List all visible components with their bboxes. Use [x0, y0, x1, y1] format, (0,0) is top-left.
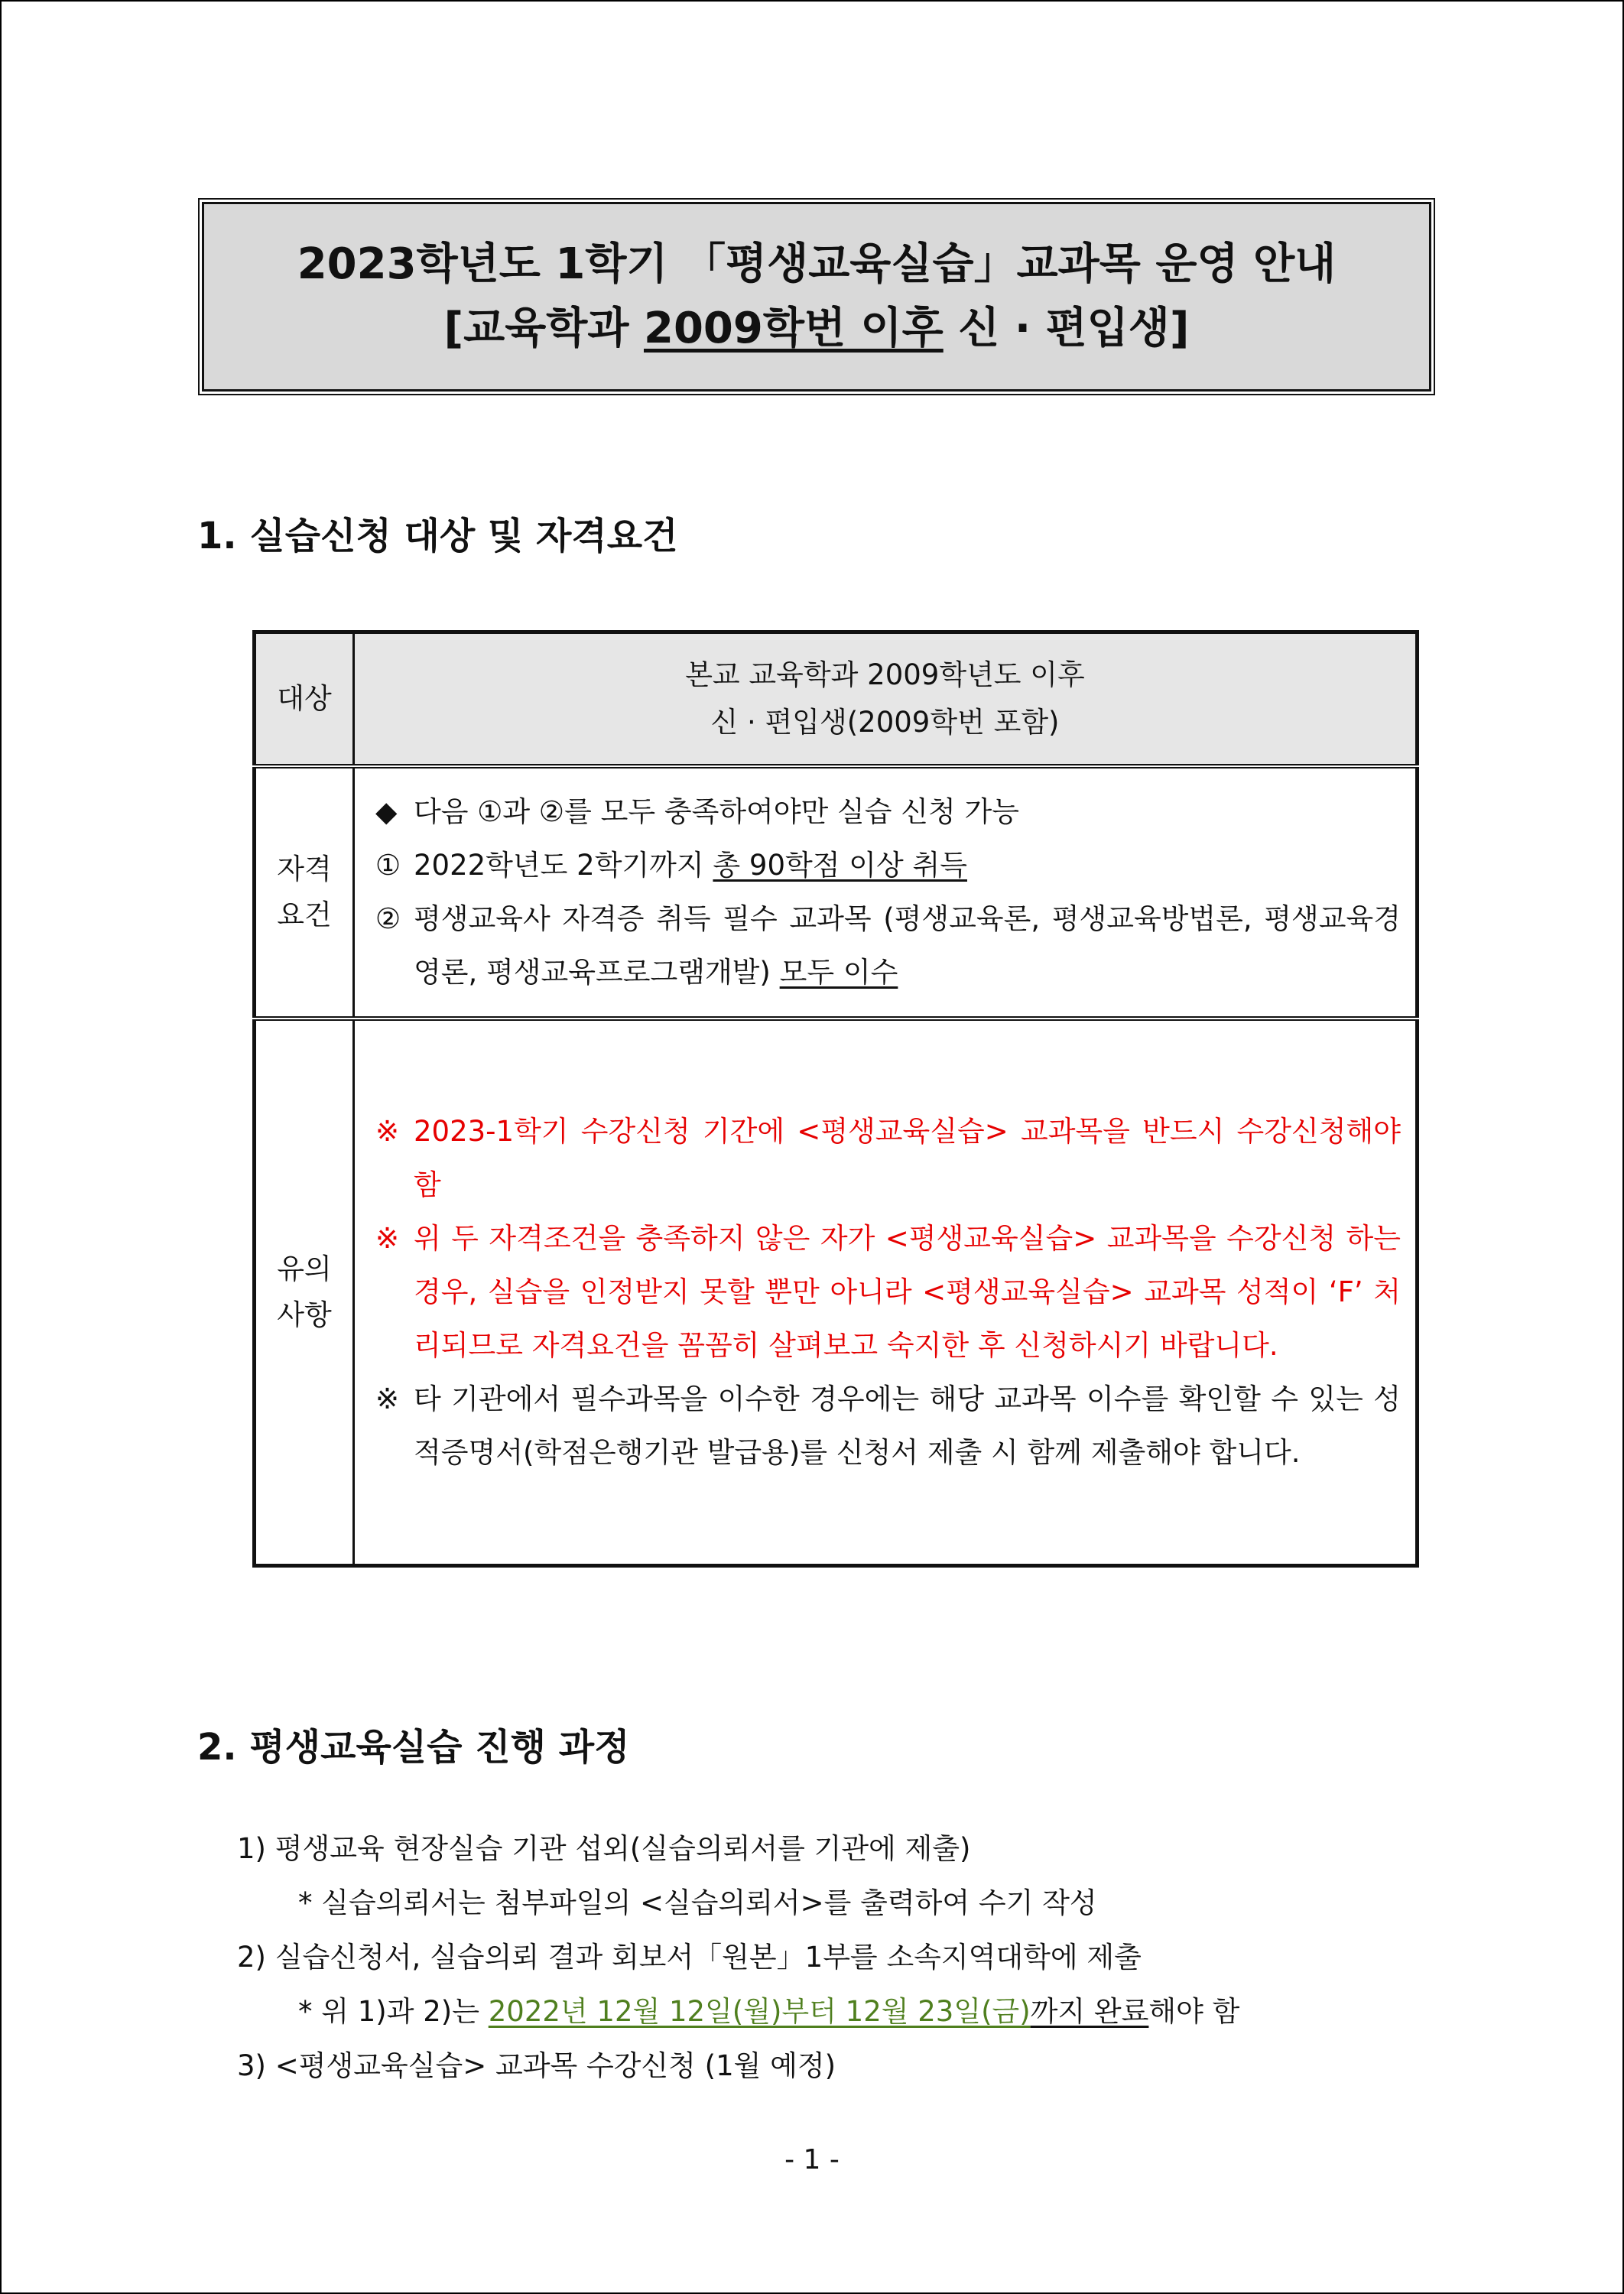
note-1 [375, 1105, 1401, 1212]
qualification-item-1-pre: 2022학년도 2학기까지 [414, 849, 713, 882]
notes-label-line-1: 유의 [277, 1253, 332, 1285]
deadline-until: 까지 완료 [1030, 1995, 1149, 2028]
deadline-dates: 2022년 12월 12일(월)부터 12월 23일(금) [488, 1995, 1031, 2028]
step-1-note: * 실습의뢰서는 첨부파일의 <실습의뢰서>를 출력하여 수기 작성 [298, 1886, 1097, 1919]
qualification-item-2-text [414, 892, 1401, 999]
qualification-label [255, 766, 354, 1019]
note-2 [375, 1212, 1401, 1373]
qualification-label-line-1: 자격 [277, 853, 332, 885]
title-line-2-pre: [교육학과 [443, 304, 644, 353]
section-2-title: 2. 평생교육실습 진행 과정 [197, 1726, 630, 1769]
reference-mark-icon: ※ [375, 1383, 400, 1415]
target-line-2: 신 · 편입생(2009학번 포함) [710, 706, 1060, 739]
process-steps [237, 1821, 1430, 2093]
note-3-text: 타 기관에서 필수과목을 이수한 경우에는 해당 교과목 이수를 확인할 수 있는 성적증명서(학점은행기관 발급용)를 신청서 제출 시 함께 제출해야 합니다. [414, 1383, 1401, 1469]
target-line-1: 본교 교육학과 2009학년도 이후 [685, 658, 1085, 691]
note-1-text: 2023-1학기 수강신청 기간에 <평생교육실습> 교과목을 반드시 수강신청해야 함 [414, 1115, 1401, 1201]
qualification-label-line-2: 요건 [277, 898, 332, 931]
section-1-title: 1. 실습신청 대상 및 자격요건 [197, 515, 678, 557]
step-3: 3) <평생교육실습> 교과목 수강신청 (1월 예정) [237, 2049, 836, 2082]
title-line-2-underlined: 2009학번 이후 [643, 304, 944, 353]
step-1: 1) 평생교육 현장실습 기관 섭외(실습의뢰서를 기관에 제출) [237, 1832, 971, 1865]
step-2-note-pre: * 위 1)과 2)는 [298, 1995, 489, 2028]
target-row [255, 632, 1418, 767]
page-number: - 1 - [784, 2144, 840, 2175]
qualification-item-2 [375, 892, 1401, 999]
qualification-item-1 [375, 839, 1401, 892]
note-2-text: 위 두 자격조건을 충족하지 않은 자가 <평생교육실습> 교과목을 수강신청 하는 경우, 실습을 인정받지 못할 뿐만 아니라 <평생교육실습> 교과목 성적이 ‘F’ 처리되므로 자격요건을 꼼꼼히 살펴보고 숙지한 후 신청하시기 바랍니다. [414, 1222, 1401, 1362]
target-value [354, 632, 1418, 767]
qualification-intro-text: 다음 ①과 ②를 모두 충족하여야만 실습 신청 가능 [414, 795, 1020, 828]
notes-row [255, 1019, 1418, 1566]
circled-one-icon: ① [375, 849, 401, 882]
step-2-note-post: 해야 함 [1148, 1995, 1240, 2028]
qualification-item-2-pre: 평생교육사 자격증 취득 필수 교과목 (평생교육론, 평생교육방법론, 평생교육경영론, 평생교육프로그램개발) [414, 902, 1401, 989]
target-label: 대상 [255, 632, 354, 767]
qualification-item-2-underlined: 모두 이수 [779, 956, 898, 989]
circled-two-icon: ② [375, 902, 401, 935]
title-line-2-post: 신 · 편입생] [943, 304, 1190, 353]
qualification-row [255, 766, 1418, 1019]
qualification-intro [375, 785, 1401, 839]
title-box [202, 202, 1431, 392]
title-line-2 [444, 297, 1190, 361]
notes-label [255, 1019, 354, 1566]
qualification-content [354, 766, 1418, 1019]
qualification-item-1-text [414, 839, 1401, 892]
qualification-item-1-underlined: 총 90학점 이상 취득 [713, 849, 967, 882]
step-2-note [237, 1984, 1430, 2039]
step-2: 2) 실습신청서, 실습의뢰 결과 회보서「원본」1부를 소속지역대학에 제출 [237, 1941, 1142, 1974]
notes-label-line-2: 사항 [277, 1298, 332, 1331]
reference-mark-icon: ※ [375, 1115, 400, 1148]
title-line-1: 2023학년도 1학기 「평생교육실습」교과목 운영 안내 [297, 239, 1337, 289]
notes-content [354, 1019, 1418, 1566]
note-3 [375, 1373, 1401, 1480]
eligibility-table [252, 630, 1419, 1568]
diamond-icon: ◆ [375, 795, 398, 828]
reference-mark-icon: ※ [375, 1222, 400, 1255]
